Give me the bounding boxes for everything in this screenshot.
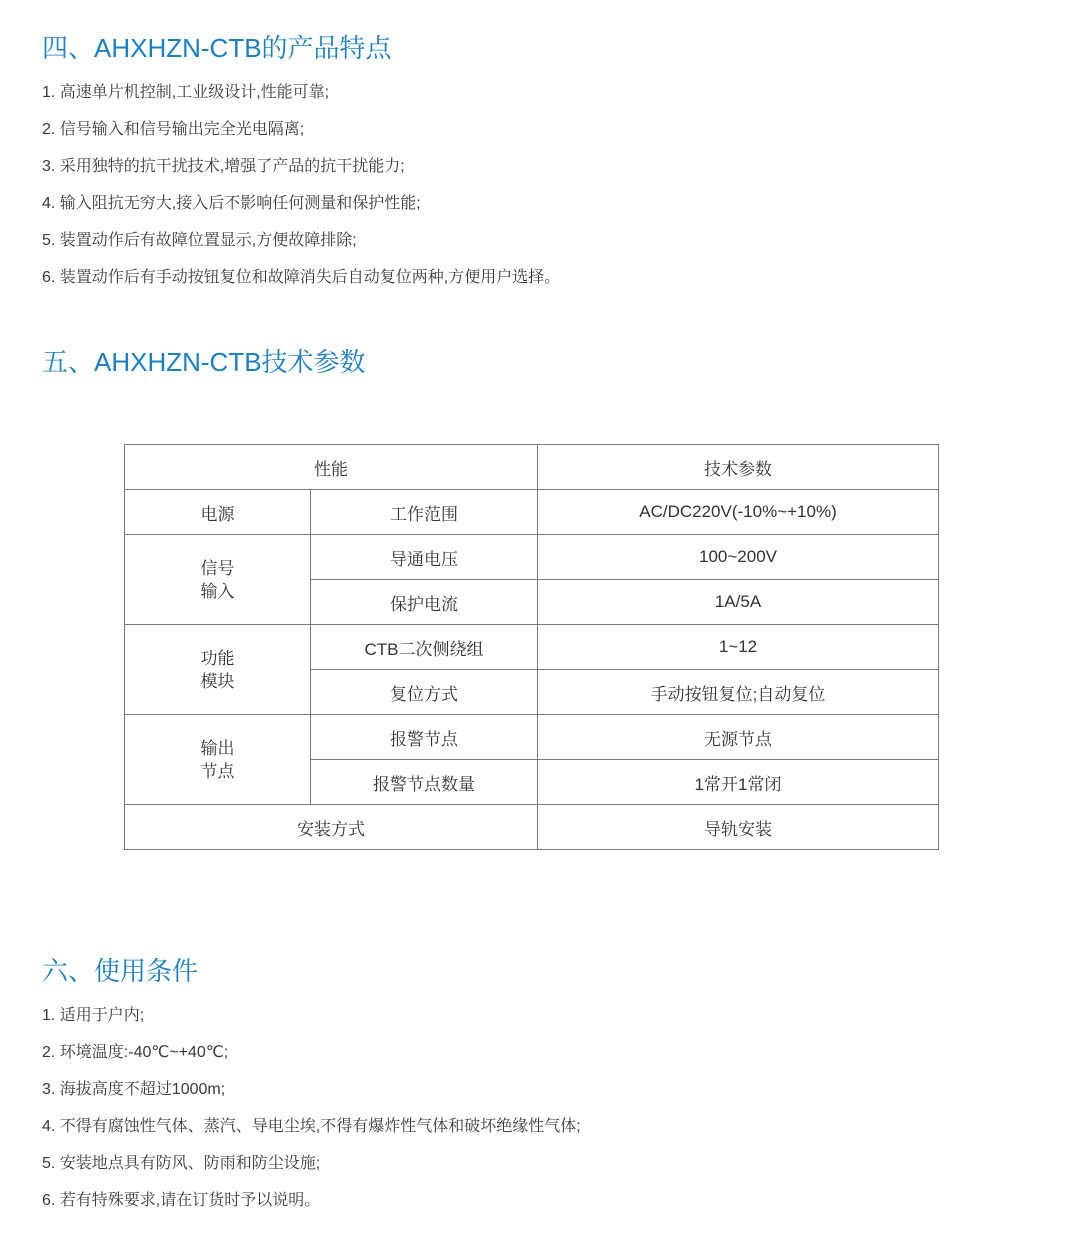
table-row bbox=[125, 535, 939, 580]
row-value: 1常开1常闭 bbox=[538, 760, 939, 805]
row-item: 报警节点 bbox=[311, 715, 538, 760]
group-output: 输出 节点 bbox=[125, 715, 311, 805]
row-value: 1A/5A bbox=[538, 580, 939, 625]
list-item: 3. 海拔高度不超过1000m; bbox=[42, 1081, 226, 1098]
list-item: 5. 安装地点具有防风、防雨和防尘设施; bbox=[42, 1155, 321, 1172]
row-item: 复位方式 bbox=[311, 670, 538, 715]
row-value: 手动按钮复位;自动复位 bbox=[538, 670, 939, 715]
list-item: 4. 输入阻抗无穷大,接入后不影响任何测量和保护性能; bbox=[42, 195, 421, 212]
conditions-list bbox=[42, 997, 581, 1219]
list-item: 5. 装置动作后有故障位置显示,方便故障排除; bbox=[42, 232, 357, 249]
table-row bbox=[125, 625, 939, 670]
spec-table bbox=[124, 444, 939, 850]
table-header-row bbox=[125, 445, 939, 490]
row-value: 无源节点 bbox=[538, 715, 939, 760]
row-item: 保护电流 bbox=[311, 580, 538, 625]
row-value: AC/DC220V(-10%~+10%) bbox=[538, 490, 939, 535]
list-item: 3. 采用独特的抗干扰技术,增强了产品的抗干扰能力; bbox=[42, 158, 405, 175]
table-row bbox=[125, 715, 939, 760]
header-performance: 性能 bbox=[125, 445, 538, 490]
group-function: 功能 模块 bbox=[125, 625, 311, 715]
section-4-title: 四、AHXHZN-CTB的产品特点 bbox=[42, 33, 392, 63]
row-item: 报警节点数量 bbox=[311, 760, 538, 805]
group-signal: 信号 输入 bbox=[125, 535, 311, 625]
list-item: 1. 高速单片机控制,工业级设计,性能可靠; bbox=[42, 84, 330, 101]
list-item: 6. 装置动作后有手动按钮复位和故障消失后自动复位两种,方便用户选择。 bbox=[42, 269, 561, 286]
list-item: 2. 环境温度:-40℃~+40℃; bbox=[42, 1044, 229, 1061]
list-item: 2. 信号输入和信号输出完全光电隔离; bbox=[42, 121, 305, 138]
list-item: 6. 若有特殊要求,请在订货时予以说明。 bbox=[42, 1192, 321, 1209]
group-power: 电源 bbox=[125, 490, 311, 535]
section-5-title: 五、AHXHZN-CTB技术参数 bbox=[42, 347, 366, 377]
list-item: 1. 适用于户内; bbox=[42, 1007, 145, 1024]
row-value: 1~12 bbox=[538, 625, 939, 670]
section-6-title: 六、使用条件 bbox=[42, 956, 199, 986]
features-list bbox=[42, 74, 560, 296]
install-label: 安装方式 bbox=[125, 805, 538, 850]
table-row bbox=[125, 805, 939, 850]
row-item: 导通电压 bbox=[311, 535, 538, 580]
table-row bbox=[125, 490, 939, 535]
list-item: 4. 不得有腐蚀性气体、蒸汽、导电尘埃,不得有爆炸性气体和破坏绝缘性气体; bbox=[42, 1118, 581, 1135]
row-value: 100~200V bbox=[538, 535, 939, 580]
row-item: CTB二次侧绕组 bbox=[311, 625, 538, 670]
install-value: 导轨安装 bbox=[538, 805, 939, 850]
row-item: 工作范围 bbox=[311, 490, 538, 535]
header-params: 技术参数 bbox=[538, 445, 939, 490]
